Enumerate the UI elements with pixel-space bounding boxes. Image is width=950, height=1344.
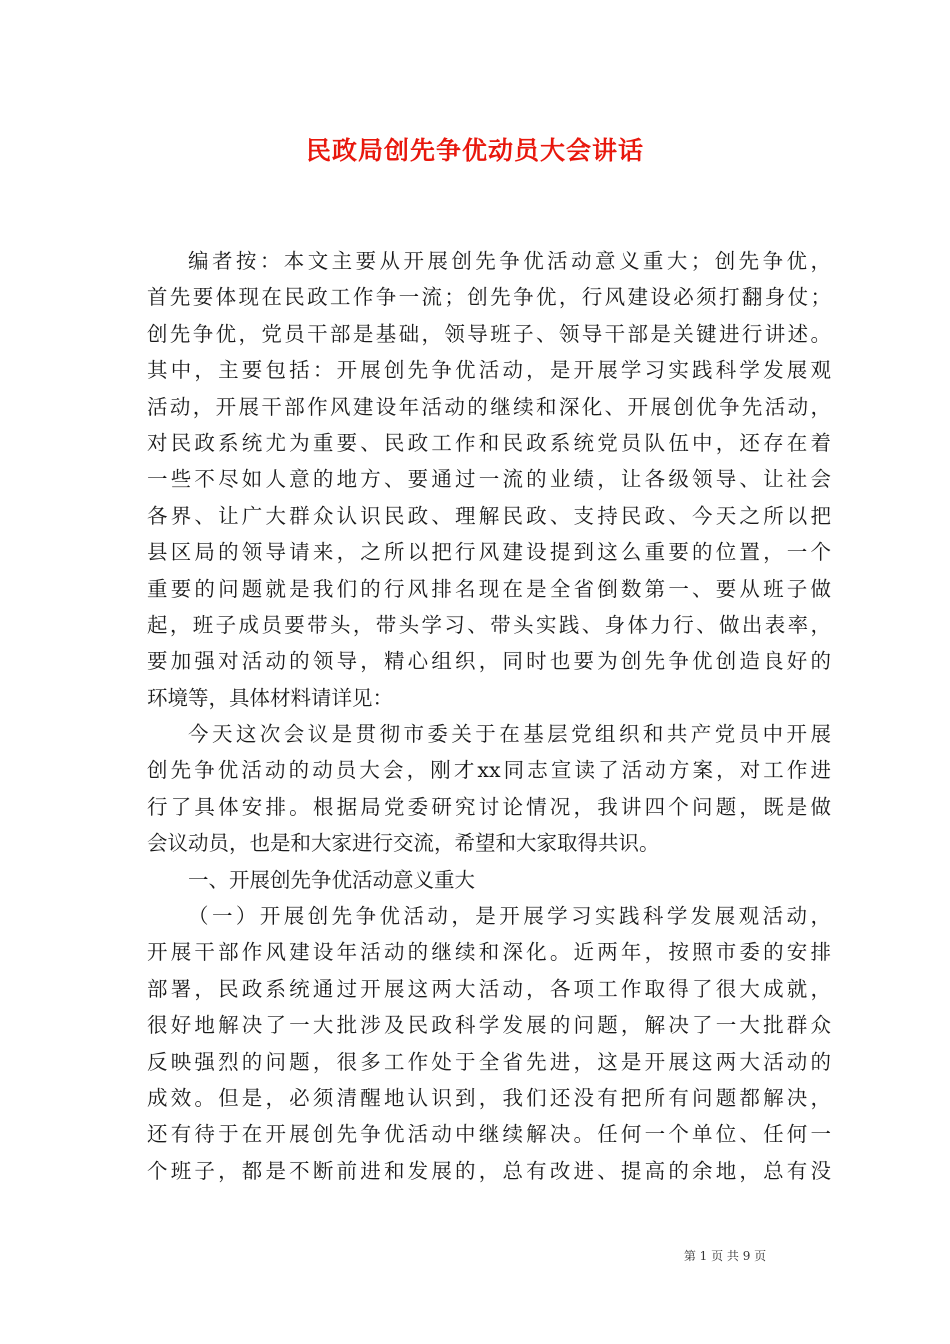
paragraph-line: 今天这次会议是贯彻市委关于在基层党组织和共产党员中开展 xyxy=(188,722,831,747)
paragraph-line: 一些不尽如人意的地方、要通过一流的业绩，让各级领导、让社会 xyxy=(147,467,831,492)
paragraph-line: 活动，开展干部作风建设年活动的继续和深化、开展创优争先活动， xyxy=(147,394,831,419)
paragraph-line: 还有待于在开展创先争优活动中继续解决。任何一个单位、任何一 xyxy=(147,1122,831,1147)
paragraph-line: 反映强烈的问题，很多工作处于全省先进，这是开展这两大活动的 xyxy=(147,1049,831,1074)
page-number: 第 1 页 共 9 页 xyxy=(683,1249,767,1263)
paragraph-line: 要加强对活动的领导，精心组织，同时也要为创先争优创造良好的 xyxy=(147,649,831,674)
document-title: 民政局创先争优动员大会讲话 xyxy=(305,136,644,165)
paragraph-line: 会议动员，也是和大家进行交流，希望和大家取得共识。 xyxy=(147,831,660,856)
paragraph-line: 环境等，具体材料请详见： xyxy=(147,685,393,710)
paragraph-line: 其中，主要包括：开展创先争优活动，是开展学习实践科学发展观 xyxy=(147,358,831,383)
paragraph-line: 各界、让广大群众认识民政、理解民政、支持民政、今天之所以把 xyxy=(147,503,831,528)
paragraph-line: 成效。但是，必须清醒地认识到，我们还没有把所有问题都解决， xyxy=(147,1085,831,1110)
paragraph-line: 创先争优活动的动员大会，刚才xx同志宣读了活动方案，对工作进 xyxy=(147,758,831,783)
paragraph-line: 对民政系统尤为重要、民政工作和民政系统党员队伍中，还存在着 xyxy=(147,430,831,455)
paragraph-line: 首先要体现在民政工作争一流；创先争优，行风建设必须打翻身仗； xyxy=(147,285,831,310)
paragraph-line: 县区局的领导请来，之所以把行风建设提到这么重要的位置，一个 xyxy=(147,540,831,565)
document-body xyxy=(147,243,831,1189)
paragraph-line: 一、开展创先争优活动意义重大 xyxy=(188,867,475,892)
paragraph-line: 部署，民政系统通过开展这两大活动，各项工作取得了很大成就， xyxy=(147,976,831,1001)
paragraph-line: （一）开展创先争优活动，是开展学习实践科学发展观活动， xyxy=(188,904,831,929)
paragraph-line: 创先争优，党员干部是基础，领导班子、领导干部是关键进行讲述。 xyxy=(147,321,831,346)
paragraph-line: 开展干部作风建设年活动的继续和深化。近两年，按照市委的安排 xyxy=(147,940,831,965)
paragraph-line: 很好地解决了一大批涉及民政科学发展的问题，解决了一大批群众 xyxy=(147,1013,831,1038)
paragraph-line: 行了具体安排。根据局党委研究讨论情况，我讲四个问题，既是做 xyxy=(147,794,831,819)
paragraph-line: 起，班子成员要带头，带头学习、带头实践、身体力行、做出表率， xyxy=(147,612,831,637)
paragraph-line: 重要的问题就是我们的行风排名现在是全省倒数第一、要从班子做 xyxy=(147,576,831,601)
paragraph-line: 编者按：本文主要从开展创先争优活动意义重大；创先争优， xyxy=(188,249,831,273)
paragraph-line: 个班子，都是不断前进和发展的，总有改进、提高的余地，总有没 xyxy=(147,1158,831,1183)
